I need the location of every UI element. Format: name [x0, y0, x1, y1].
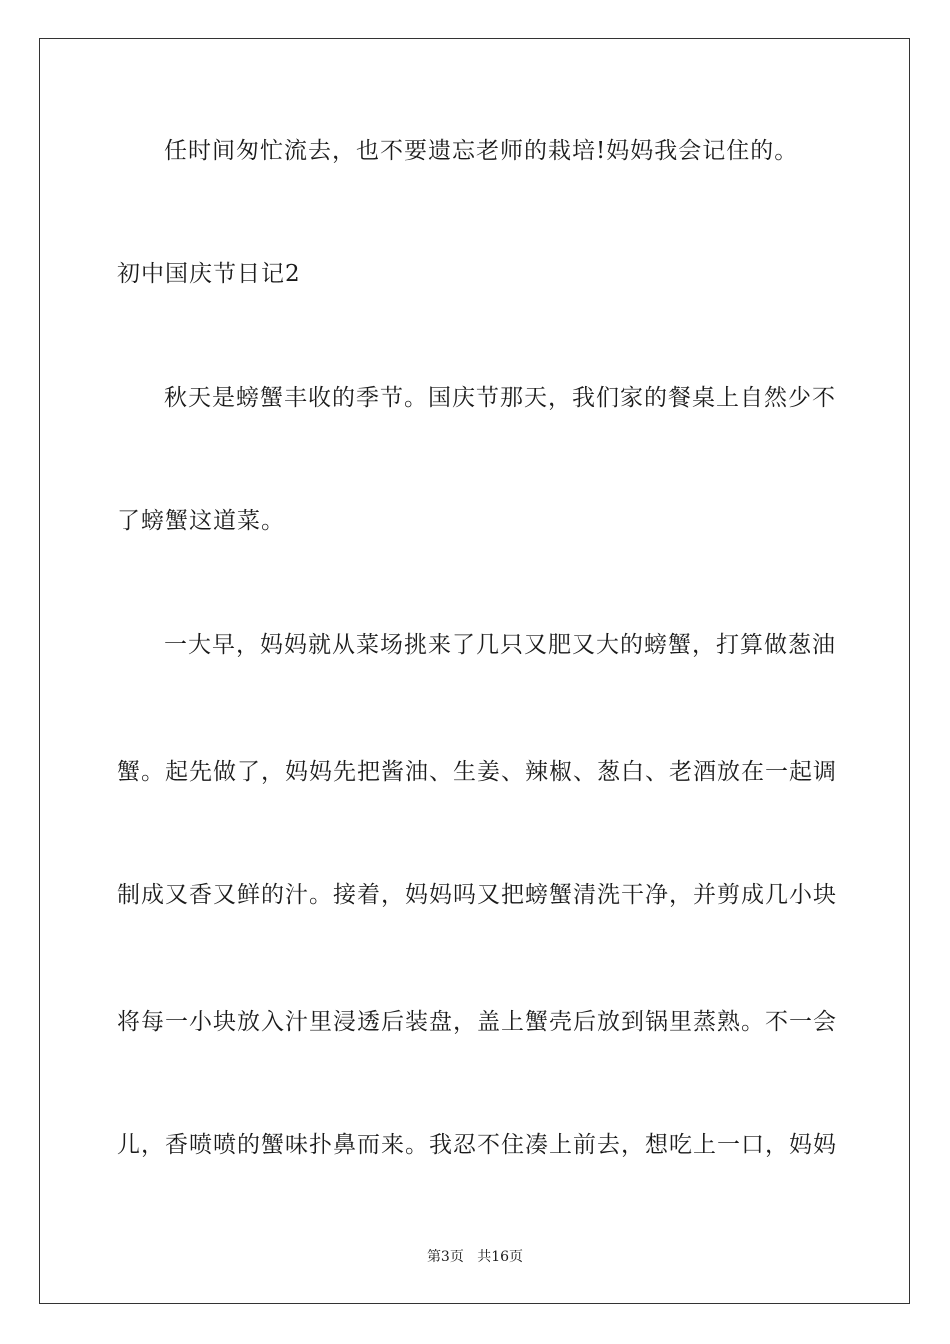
text-line-4: 一大早，妈妈就从菜场挑来了几只又肥又大的螃蟹，打算做葱油 [164, 632, 836, 658]
text-line-6: 制成又香又鲜的汁。接着，妈妈吗又把螃蟹清洗干净，并剪成几小块 [117, 882, 837, 908]
section-heading: 初中国庆节日记2 [117, 261, 301, 287]
text-line-5: 蟹。起先做了，妈妈先把酱油、生姜、辣椒、葱白、老酒放在一起调 [117, 759, 837, 785]
text-line-3: 了螃蟹这道菜。 [117, 508, 285, 534]
page-number: 第3页 [426, 1249, 464, 1265]
text-line-1: 任时间匆忙流去，也不要遗忘老师的栽培!妈妈我会记住的。 [164, 138, 799, 164]
text-line-7: 将每一小块放入汁里浸透后装盘，盖上蟹壳后放到锅里蒸熟。不一会 [117, 1009, 837, 1035]
page-total: 共16页 [477, 1249, 524, 1265]
page-border [39, 38, 910, 1304]
text-line-8: 儿，香喷喷的蟹味扑鼻而来。我忍不住凑上前去，想吃上一口，妈妈 [117, 1132, 837, 1158]
text-line-2: 秋天是螃蟹丰收的季节。国庆节那天，我们家的餐桌上自然少不 [164, 385, 836, 411]
page-footer [0, 1248, 950, 1266]
